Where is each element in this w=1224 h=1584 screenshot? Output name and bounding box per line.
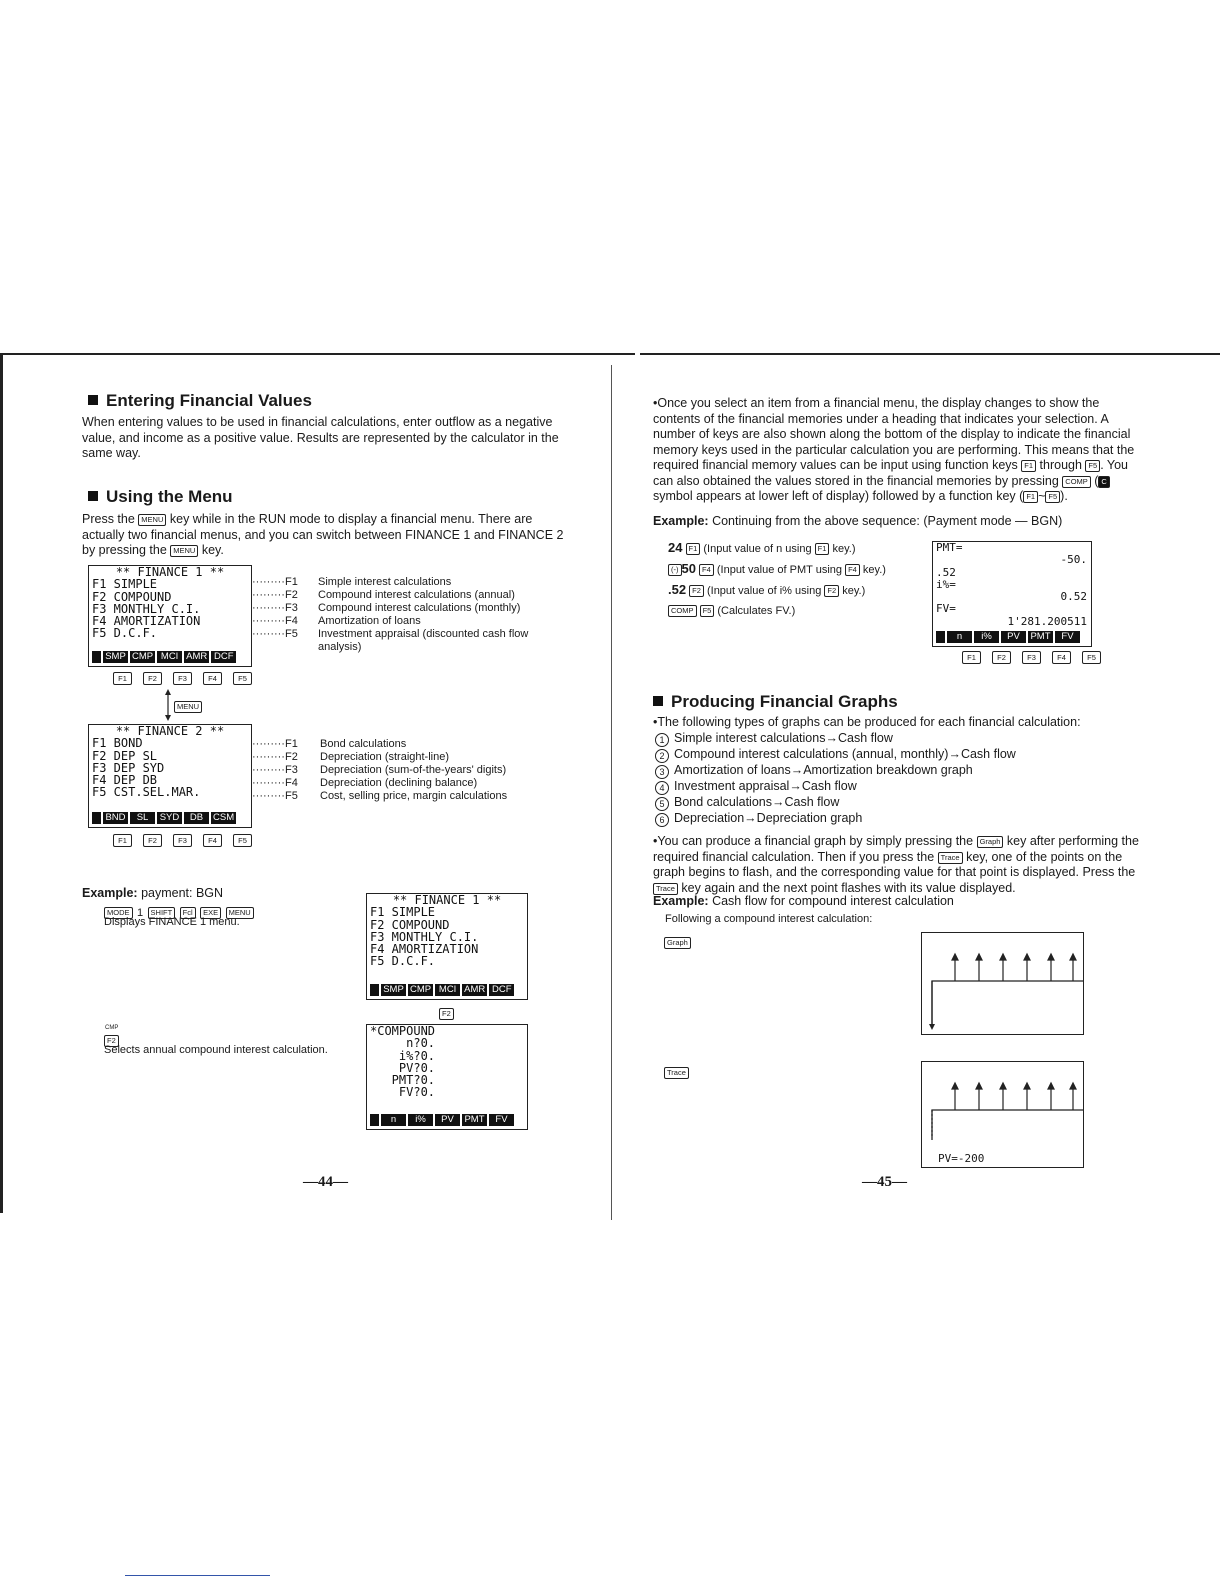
soft-key: n	[947, 631, 972, 643]
soft-key: PV	[435, 1114, 460, 1126]
f2-key-icon: F2	[143, 672, 162, 685]
step-row: .52 F2 (Input value of i% using F2 key.)	[668, 582, 866, 597]
example-finance1-screen	[366, 893, 528, 1000]
soft-key: SMP	[103, 651, 128, 663]
lcd-line: F2 COMPOUND	[370, 917, 450, 932]
f5-key-icon: F5	[1045, 491, 1060, 503]
menu-desc: Depreciation (straight-line)	[320, 751, 449, 763]
menu-desc: Investment appraisal (discounted cash flow analysis)	[318, 628, 529, 653]
soft-key: MCI	[157, 651, 182, 663]
right-example-steps	[668, 538, 928, 621]
menu-desc: Amortization of loans	[318, 615, 421, 627]
lcd-line: F2 DEP SL	[92, 748, 158, 763]
f5-key-icon: F5	[233, 672, 252, 685]
graph-key-icon: Graph	[664, 933, 691, 951]
exe-key-icon: EXE	[200, 907, 221, 919]
soft-key: DB	[184, 812, 209, 824]
section-title-entering: Entering Financial Values	[88, 391, 312, 411]
soft-key-row	[92, 651, 236, 663]
soft-key: i%	[408, 1114, 433, 1126]
soft-key: CMP	[410, 984, 432, 995]
f4-key-icon: F4	[203, 672, 222, 685]
menu-key-icon: MENU	[174, 697, 202, 715]
soft-key: FV	[1055, 631, 1080, 643]
lcd-line: -50.	[1060, 553, 1087, 567]
f5-key-icon: F5	[1082, 651, 1101, 664]
trace-key-icon: Trace	[653, 883, 678, 895]
menu-desc: Bond calculations	[320, 738, 407, 750]
finance1-keymap: ·········F1 ·········F2 ·········F3 ·········F4 ·········F5	[252, 576, 298, 640]
trace-graph	[921, 1061, 1084, 1168]
graph-types-list	[655, 731, 1125, 827]
f4-key-icon: F4	[203, 834, 222, 847]
lcd-line: 0.52	[1060, 590, 1087, 604]
f5-key-icon: F5	[700, 605, 715, 617]
lcd-line: F1 BOND	[92, 736, 143, 751]
f4-key-icon: F4	[699, 564, 714, 576]
lcd-line: F5 CST.SEL.MAR.	[92, 785, 201, 800]
example-left-desc1: Displays FINANCE 1 menu.	[104, 916, 240, 928]
soft-key: SYD	[157, 812, 182, 824]
comp-key-icon: COMP	[668, 605, 697, 617]
soft-key-row	[370, 984, 514, 996]
lcd-line: 1'281.200511	[1007, 614, 1087, 628]
lcd-line: i%?0.	[370, 1048, 436, 1063]
lcd-line: F3 MONTHLY C.I.	[370, 929, 479, 944]
step-row: (-) 50 F4 (Input value of PMT using F4 key.)	[668, 559, 928, 580]
lcd-line: F5 D.C.F.	[92, 626, 158, 641]
graph-key-icon: Graph	[977, 836, 1004, 848]
section-title-menu: Using the Menu	[88, 487, 233, 507]
menu-desc: Compound interest calculations (annual)	[318, 589, 515, 601]
lcd-line: F3 DEP SYD	[92, 760, 165, 775]
f1-key-icon: F1	[113, 834, 132, 847]
f4-key-icon: F4	[845, 564, 860, 576]
trace-key-icon: Trace	[664, 1063, 689, 1081]
list-item: 1 Simple interest calculations→Cash flow	[655, 731, 1125, 747]
lcd-line: F5 D.C.F.	[370, 954, 436, 969]
trace-key-icon: Trace	[938, 852, 963, 864]
f3-key-icon: F3	[1022, 651, 1041, 664]
top-rule-right	[640, 353, 1220, 355]
f1-key-icon: F1	[962, 651, 981, 664]
top-rule-left	[0, 353, 635, 355]
menu-desc: Depreciation (declining balance)	[320, 777, 478, 789]
comp-key-icon: COMP	[1062, 476, 1091, 488]
graphs-example-heading: Example: Cash flow for compound interest calculation	[653, 894, 954, 908]
menu-desc: Cost, selling price, margin calculations	[320, 790, 508, 802]
example-compound-screen	[366, 1024, 528, 1130]
list-item: 5 Bond calculations→Cash flow	[655, 795, 1125, 811]
soft-key: CMP	[132, 651, 154, 662]
menu-key-icon: MENU	[138, 514, 166, 526]
lcd-line: i%=	[936, 577, 956, 591]
trace-readout: PV=-200	[938, 1152, 985, 1165]
lcd-line: .52	[936, 565, 956, 579]
right-example-heading: Example: Continuing from the above sequence: (Payment mode — BGN)	[653, 514, 1063, 528]
soft-key: DCF	[489, 984, 514, 996]
soft-key-row	[370, 1114, 514, 1126]
example-left-heading: Example: payment: BGN	[82, 886, 224, 900]
lcd-line: F1 SIMPLE	[370, 905, 436, 920]
menu-desc: Depreciation (sum-of-the-years' digits)	[320, 764, 507, 776]
soft-key: BND	[103, 812, 128, 824]
step-row: 24 F1 (Input value of n using F1 key.)	[668, 540, 856, 555]
finance2-descriptions	[320, 738, 570, 803]
soft-key: MCI	[435, 984, 460, 996]
f4-key-icon: F4	[1052, 651, 1071, 664]
list-item: 3 Amortization of loans→Amortization breakdown graph	[655, 763, 1125, 779]
lcd-line: F3 MONTHLY C.I.	[92, 601, 201, 616]
finance2-screen	[88, 724, 252, 828]
finance2-keymap: ·········F1 ·········F2 ·········F3 ·········F4 ·········F5	[252, 738, 298, 802]
bottom-link-rule	[125, 1575, 270, 1576]
mode-key-icon: MODE	[104, 907, 133, 919]
cmp-label: CMP	[105, 1025, 119, 1031]
c-symbol-icon: C	[1098, 476, 1109, 488]
soft-key: DCF	[211, 651, 236, 663]
graphs-following: Following a compound interest calculation:	[665, 913, 873, 925]
soft-key: AMR	[464, 984, 486, 995]
f1-key-icon: F1	[113, 672, 132, 685]
lcd-line: PMT?0.	[370, 1073, 436, 1088]
f2-key-icon: F2	[143, 834, 162, 847]
menu-key-icon: MENU	[226, 907, 254, 919]
menu-desc: Compound interest calculations (monthly)	[318, 602, 521, 614]
cashflow-graph	[921, 932, 1084, 1035]
soft-key: PMT	[462, 1114, 487, 1126]
soft-key-row	[936, 631, 1080, 643]
right-bullet1: •Once you select an item from a financial menu, the display changes to show the contents of the financial memories under a heading that indicates your selection. A number of keys are also shown along the bottom of the display to indicate the financial memory keys used in the particular calculation you are performing. This means that the required financial memory values can be input using function keys F1 through F5 . You can also obtained the values stored in the financial memories by pressing COMP ( C symbol appears at lower left of display) followed by a function key ( F1 ~ F5 ).	[653, 396, 1135, 503]
lcd-line: F2 COMPOUND	[92, 589, 172, 604]
key-digit: 1	[136, 907, 144, 919]
cursor-block	[370, 1114, 379, 1126]
finance1-screen	[88, 565, 252, 667]
function-keys-row	[113, 672, 252, 685]
list-item: 2 Compound interest calculations (annual, monthly)→Cash flow	[655, 747, 1125, 763]
cursor-block	[92, 651, 101, 663]
lcd-line: PV?0.	[370, 1060, 436, 1075]
lcd-line: F4 AMORTIZATION	[370, 942, 479, 957]
section-title-graphs: Producing Financial Graphs	[653, 692, 898, 712]
cashflow-graph-drawing	[922, 933, 1083, 1034]
shift-key-icon: SHIFT	[148, 907, 176, 919]
lcd-line: *COMPOUND	[370, 1024, 436, 1038]
lcd-line: F4 AMORTIZATION	[92, 614, 201, 629]
list-item: 6 Depreciation→Depreciation graph	[655, 811, 1125, 827]
soft-key: AMR	[186, 651, 208, 662]
soft-key: CSM	[213, 812, 235, 823]
page-number-right: —45—	[862, 1174, 907, 1190]
soft-key: n	[381, 1114, 406, 1126]
soft-key: FV	[489, 1114, 514, 1126]
f2-key-icon: F2	[439, 1004, 454, 1022]
cursor-block	[370, 984, 379, 996]
f2-key-icon: F2	[992, 651, 1011, 664]
f5-key-icon: F5	[1085, 460, 1100, 472]
menu-body: Press the MENU key while in the RUN mode to display a financial menu. There are actually two financial menus, and you can switch between FINANCE 1 and FINANCE 2 by pressing the MENU key.	[82, 512, 564, 557]
finance1-descriptions	[318, 576, 568, 654]
lcd-line: n?0.	[370, 1036, 436, 1051]
menu-key-icon: MENU	[170, 545, 198, 557]
lcd-line: F1 SIMPLE	[92, 577, 158, 592]
entering-body: When entering values to be used in financial calculations, enter outflow as a negative value, and income as a positive value. Results are represented by the calculator in the same way.	[82, 415, 559, 460]
f5-key-icon: F5	[233, 834, 252, 847]
f1-key-icon: F1	[686, 543, 701, 555]
result-screen	[932, 541, 1092, 647]
lcd-line: FV=	[936, 602, 956, 616]
center-gutter	[611, 365, 612, 1220]
graphs-bullet2: •You can produce a financial graph by simply pressing the Graph key after performing the required financial calculation. Then if you press the Trace key, one of the points on the graph begins to flash, and the corresponding value for that point is displayed. Press the Trace key again and the next point flashes with its value displayed.	[653, 834, 1139, 895]
page-number-left: —44—	[303, 1174, 348, 1190]
soft-key: PMT	[1028, 631, 1053, 643]
negative-key-icon: (-)	[668, 564, 682, 576]
lcd-line: ** FINANCE 2 **	[115, 724, 225, 738]
lcd-line: ** FINANCE 1 **	[392, 893, 502, 907]
f3-key-icon: F3	[173, 834, 192, 847]
f3-key-icon: F3	[173, 672, 192, 685]
lcd-line: PMT=	[936, 541, 963, 554]
soft-key: SL	[130, 812, 155, 824]
f1-key-icon: F1	[1023, 491, 1038, 503]
function-keys-row	[962, 651, 1101, 664]
left-spine	[0, 353, 3, 1213]
f1-key-icon: F1	[815, 543, 830, 555]
lcd-line: FV?0.	[370, 1085, 436, 1100]
soft-key-row	[92, 812, 236, 824]
menu-desc: Simple interest calculations	[318, 576, 452, 588]
function-keys-row	[113, 834, 252, 847]
soft-key: SMP	[381, 984, 406, 996]
example-left-desc2: Selects annual compound interest calculation.	[104, 1044, 328, 1056]
soft-key: i%	[974, 631, 999, 643]
f2-key-icon: F2	[824, 585, 839, 597]
lcd-line: F4 DEP DB	[92, 773, 158, 788]
graphs-intro: •The following types of graphs can be produced for each financial calculation:	[653, 715, 1081, 729]
list-item: 4 Investment appraisal→Cash flow	[655, 779, 1125, 795]
cursor-block	[936, 631, 945, 643]
f2-key-icon: F2	[689, 585, 704, 597]
lcd-line: ** FINANCE 1 **	[115, 565, 225, 579]
fcl-key-icon: Fcl	[180, 907, 196, 919]
step-row: COMP F5 (Calculates FV.)	[668, 601, 928, 621]
f2-key-icon: F2	[104, 1031, 119, 1049]
cursor-block	[92, 812, 101, 824]
f1-key-icon: F1	[1021, 460, 1036, 472]
soft-key: PV	[1001, 631, 1026, 643]
